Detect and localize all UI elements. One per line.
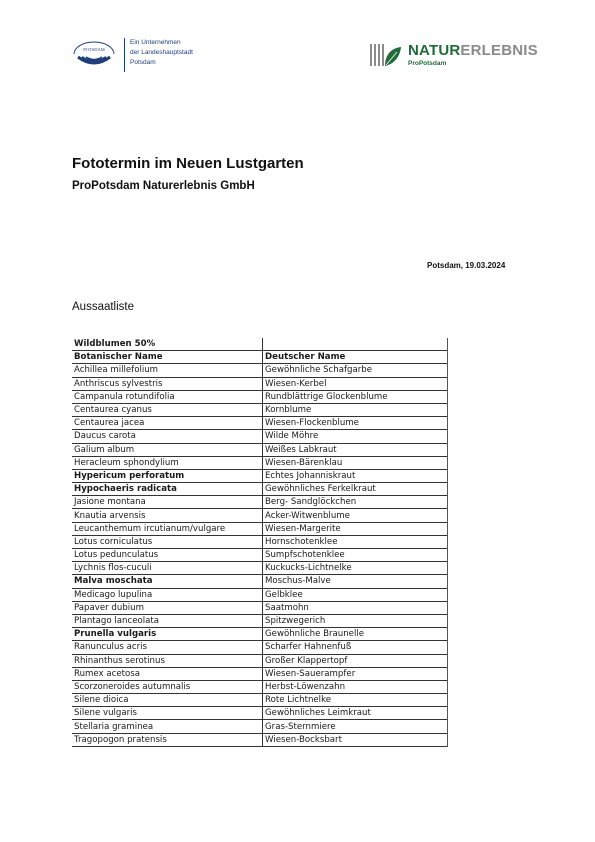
botanical-name-cell: Ranunculus acris — [72, 641, 263, 654]
german-name-cell: Gewöhnliches Leimkraut — [263, 707, 448, 720]
naturerlebnis-subtitle: ProPotsdam — [408, 60, 447, 67]
table-header-row — [72, 351, 447, 364]
table-row — [72, 430, 447, 443]
german-name-cell: Saatmohn — [263, 601, 448, 614]
table-row — [72, 562, 447, 575]
botanical-name-cell: Achillea millefolium — [72, 364, 263, 377]
table-row — [72, 496, 447, 509]
german-name-cell: Echtes Johanniskraut — [263, 469, 448, 482]
german-name-cell: Scharfer Hahnenfuß — [263, 641, 448, 654]
potsdam-logo-line: Potsdam — [130, 59, 156, 66]
botanical-name-cell: Centaurea cyanus — [72, 403, 263, 416]
potsdam-mark-text: POTSDAM — [83, 47, 105, 52]
german-name-cell: Wiesen-Sauerampfer — [263, 667, 448, 680]
german-name-cell: Wilde Möhre — [263, 430, 448, 443]
table-row — [72, 654, 447, 667]
botanical-name-cell: Silene dioica — [72, 694, 263, 707]
botanical-name-cell: Daucus carota — [72, 430, 263, 443]
table-row — [72, 469, 447, 482]
table-row — [72, 456, 447, 469]
group-label: Wildblumen 50% — [72, 338, 263, 351]
table-row — [72, 535, 447, 548]
botanical-name-cell: Medicago lupulina — [72, 588, 263, 601]
german-name-cell: Acker-Witwenblume — [263, 509, 448, 522]
table-row — [72, 641, 447, 654]
potsdam-logo-line: Ein Unternehmen — [130, 39, 181, 46]
wordmark-part2: ERLEBNIS — [460, 42, 538, 59]
german-name-cell: Wiesen-Flockenblume — [263, 417, 448, 430]
table-edge — [447, 338, 448, 747]
german-name-cell: Herbst-Löwenzahn — [263, 680, 448, 693]
botanical-name-cell: Rhinanthus serotinus — [72, 654, 263, 667]
potsdam-logo-line: der Landeshauptstadt — [130, 49, 193, 56]
document-title: Fototermin im Neuen Lustgarten — [72, 155, 304, 172]
table-row — [72, 364, 447, 377]
botanical-name-cell: Heracleum sphondylium — [72, 456, 263, 469]
table-row — [72, 588, 447, 601]
german-name-cell: Wiesen-Bärenklau — [263, 456, 448, 469]
date-line: Potsdam, 19.03.2024 — [427, 261, 506, 270]
german-name-cell: Gras-Sternmiere — [263, 720, 448, 733]
table-row — [72, 417, 447, 430]
german-name-cell: Weißes Labkraut — [263, 443, 448, 456]
column-header-botanical: Botanischer Name — [72, 351, 263, 364]
german-name-cell: Kuckucks-Lichtnelke — [263, 562, 448, 575]
botanical-name-cell: Hypochaeris radicata — [72, 483, 263, 496]
table-row — [72, 667, 447, 680]
seed-list-table — [72, 338, 447, 747]
botanical-name-cell: Jasione montana — [72, 496, 263, 509]
german-name-cell: Hornschotenklee — [263, 535, 448, 548]
naturerlebnis-wordmark — [408, 42, 538, 59]
german-name-cell: Wiesen-Margerite — [263, 522, 448, 535]
botanical-name-cell: Tragopogon pratensis — [72, 733, 263, 746]
german-name-cell: Sumpfschotenklee — [263, 549, 448, 562]
botanical-name-cell: Lotus pedunculatus — [72, 549, 263, 562]
german-name-cell: Kornblume — [263, 403, 448, 416]
botanical-name-cell: Silene vulgaris — [72, 707, 263, 720]
botanical-name-cell: Hypericum perforatum — [72, 469, 263, 482]
column-header-german: Deutscher Name — [263, 351, 448, 364]
document-subtitle: ProPotsdam Naturerlebnis GmbH — [72, 180, 255, 192]
botanical-name-cell: Leucanthemum ircutianum/vulgare — [72, 522, 263, 535]
botanical-name-cell: Campanula rotundifolia — [72, 390, 263, 403]
table-row — [72, 694, 447, 707]
table-row — [72, 390, 447, 403]
german-name-cell: Gewöhnliche Schafgarbe — [263, 364, 448, 377]
table-row — [72, 509, 447, 522]
german-name-cell: Berg- Sandglöckchen — [263, 496, 448, 509]
german-name-cell: Moschus-Malve — [263, 575, 448, 588]
table-row — [72, 377, 447, 390]
table-group-row — [72, 338, 447, 351]
german-name-cell: Rote Lichtnelke — [263, 694, 448, 707]
table-row — [72, 483, 447, 496]
table-row — [72, 680, 447, 693]
table-row — [72, 707, 447, 720]
botanical-name-cell: Knautia arvensis — [72, 509, 263, 522]
table-row — [72, 403, 447, 416]
table-row — [72, 549, 447, 562]
potsdam-logo — [70, 38, 220, 76]
botanical-name-cell: Scorzoneroides autumnalis — [72, 680, 263, 693]
botanical-name-cell: Lotus corniculatus — [72, 535, 263, 548]
botanical-name-cell: Lychnis flos-cuculi — [72, 562, 263, 575]
botanical-name-cell: Anthriscus sylvestris — [72, 377, 263, 390]
botanical-name-cell: Centaurea jacea — [72, 417, 263, 430]
table-row — [72, 628, 447, 641]
potsdam-logo-icon — [70, 40, 118, 70]
table-row — [72, 575, 447, 588]
botanical-name-cell: Stellaria graminea — [72, 720, 263, 733]
group-empty-cell — [263, 338, 448, 351]
potsdam-logo-text — [130, 38, 193, 68]
german-name-cell: Rundblättrige Glockenblume — [263, 390, 448, 403]
german-name-cell: Gelbklee — [263, 588, 448, 601]
german-name-cell: Wiesen-Bocksbart — [263, 733, 448, 746]
table-row — [72, 522, 447, 535]
wordmark-part1: NATUR — [408, 42, 461, 59]
german-name-cell: Wiesen-Kerbel — [263, 377, 448, 390]
botanical-name-cell: Plantago lanceolata — [72, 614, 263, 627]
german-name-cell: Spitzwegerich — [263, 614, 448, 627]
german-name-cell: Gewöhnliches Ferkelkraut — [263, 483, 448, 496]
table-row — [72, 614, 447, 627]
table-row — [72, 733, 447, 746]
botanical-name-cell: Malva moschata — [72, 575, 263, 588]
section-heading: Aussaatliste — [72, 301, 135, 313]
table-row — [72, 443, 447, 456]
botanical-name-cell: Rumex acetosa — [72, 667, 263, 680]
naturerlebnis-leaf-icon — [370, 42, 402, 68]
botanical-name-cell: Papaver dubium — [72, 601, 263, 614]
logo-divider — [124, 38, 125, 72]
german-name-cell: Gewöhnliche Braunelle — [263, 628, 448, 641]
botanical-name-cell: Prunella vulgaris — [72, 628, 263, 641]
botanical-name-cell: Galium album — [72, 443, 263, 456]
table-row — [72, 601, 447, 614]
naturerlebnis-logo — [370, 40, 540, 72]
german-name-cell: Großer Klappertopf — [263, 654, 448, 667]
table-row — [72, 720, 447, 733]
